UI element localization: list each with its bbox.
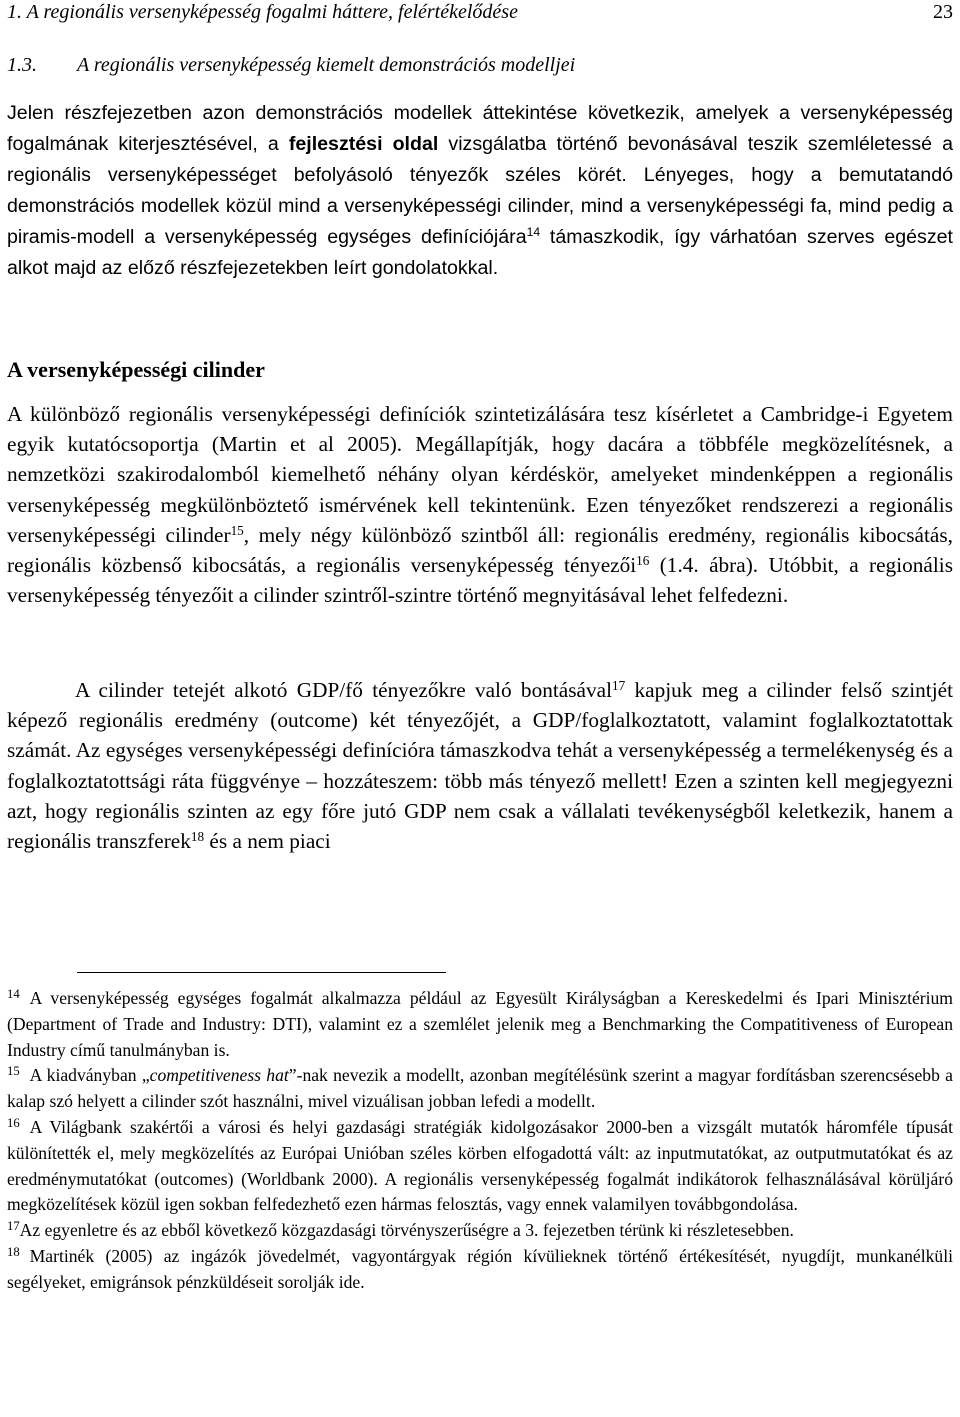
footnote-divider (77, 972, 446, 973)
footnote-17 (7, 1218, 953, 1244)
footnote-15 (7, 1063, 953, 1115)
cylinder-paragraph-2 (7, 675, 953, 856)
footnote-italic-term: competitiveness hat (149, 1065, 289, 1086)
footnote-ref-16[interactable]: 16 (636, 552, 650, 568)
footnote-text: Az egyenletre és az ebből következő közgazdasági törvényszerűségre a 3. fejezetben térünk ki részletesebben. (19, 1220, 794, 1241)
section-heading (7, 53, 575, 77)
intro-text-3: támaszkodik, így várhatóan szerves egészet alkot majd az előző részfejezetekben leírt gondolatokkal. (7, 226, 953, 279)
cylinder-text-2a: A cilinder tetejét alkotó GDP/fő tényezőkre való bontásával (75, 678, 612, 702)
footnote-18 (7, 1244, 953, 1296)
footnote-number: 17 (7, 1218, 20, 1233)
footnote-text: ”-nak nevezik a modellt, azonban megítélésünk szerint a magyar fordításban szerencsésebb a kalap szó helyett a cilinder szót használni, mivel vizuálisan jobban lefedi a modellt. (7, 1065, 953, 1112)
intro-paragraph (7, 98, 953, 284)
cylinder-text-1c: (1.4. ábra). Utóbbit, a regionális versenyképesség tényezőit a cilinder szintről-szintre történő megnyitásával lehet felfedezni. (7, 553, 953, 608)
section-number: 1.3. (7, 54, 37, 76)
footnote-ref-17[interactable]: 17 (612, 677, 626, 693)
cylinder-text-2c: és a nem piaci (204, 829, 331, 854)
cylinder-text-1a: A különböző regionális versenyképességi definíciók szintetizálására tesz kísérletet a Cambridge-i Egyetem egyik kutatócsoportja (Martin et al 2005). Megállapítják, hogy dacára a többféle megközelítésnek, a nemzetközi szakirodalomból kiemelhető néhány olyan kérdéskör, amelyeket mindenképpen a regionális versenyképesség megkülönböztető ismérvének kell tekintenünk. Ezen tényezőket rendszerezi a regionális versenyképességi cilinder (7, 402, 953, 547)
intro-bold-term: fejlesztési oldal (288, 133, 439, 155)
footnote-text: A kiadványban „ (29, 1065, 150, 1086)
footnotes (7, 986, 953, 1296)
footnote-number: 15 (7, 1064, 20, 1079)
footnote-text: Martinék (2005) az ingázók jövedelmét, vagyontárgyak régión kívülieknek történő értékesítését, nyugdíjt, munkanélküli segélyeket, emigránsok pénzküldéseit sorolják ide. (7, 1245, 953, 1292)
cylinder-paragraph-1 (7, 399, 953, 610)
footnote-14 (7, 986, 953, 1063)
cylinder-text-1b: , mely négy különböző szintből áll: regionális eredmény, regionális kibocsátás, regionális közbenső kibocsátás, a regionális versenyképesség tényezői (7, 522, 953, 578)
footnote-text: A Világbank szakértői a városi és helyi gazdasági stratégiák kidolgozásakor 2000-ben a vizsgált mutatók háromféle típusát különítették el, mely megközelítés az Európai Unióban széles körben elfogadottá vált: az inputmutatókat, az outputmutatókat és az eredménymutatókat (outcomes) (Worldbank 2000). A regionális versenyképesség fogalmát indikátorok felhasználásával körüljáró megközelítések közül igen sokban felfedezhető ezen hármas felosztás, vagy ennek valamilyen továbbgondolása. (7, 1116, 953, 1215)
footnote-number: 18 (7, 1244, 20, 1259)
footnote-number: 14 (7, 986, 20, 1001)
footnote-ref-18[interactable]: 18 (190, 828, 205, 844)
footnote-ref-15[interactable]: 15 (230, 522, 244, 538)
footnote-16 (7, 1115, 953, 1218)
section-title: A regionális versenyképesség kiemelt demonstrációs modelljei (77, 54, 576, 76)
subsection-heading: A versenyképességi cilinder (7, 357, 265, 382)
footnote-number: 16 (7, 1115, 20, 1130)
running-header-title: 1. A regionális versenyképesség fogalmi háttere, felértékelődése (7, 1, 518, 23)
intro-text-2: vizsgálatba történő bevonásával teszik szemléletessé a regionális versenyképességet befolyásoló tényezők széles körét. Lényeges, hogy a bemutatandó demonstrációs modellek közül mind a versenyképességi cilinder, mind a versenyképességi fa, mind pedig a piramis-modell a versenyképesség egységes definíciójára (7, 133, 953, 248)
cylinder-text-2b: kapjuk meg a cilinder felső szintjét képező regionális eredmény (outcome) két tényezőjét, a GDP/foglalkoztatott, valamint foglalkoztatottak számát. Az egységes versenyképességi definícióra támaszkodva tehát a versenyképesség a termelékenység és a foglalkoztatottsági ráta függvénye – hozzáteszem: több más tényező mellett! Ezen a szinten kell megjegyezni azt, hogy regionális szinten az egy főre jutó GDP nem csak a vállalati tevékenységből keletkezik, hanem a regionális transzferek (7, 678, 953, 854)
intro-text-1: Jelen részfejezetben azon demonstrációs modellek áttekintése következik, amelyek a versenyképesség fogalmának kiterjesztésével, a (7, 102, 953, 155)
running-header (7, 0, 953, 24)
footnote-ref-14[interactable]: 14 (526, 225, 541, 240)
footnote-text: A versenyképesség egységes fogalmát alkalmazza például az Egyesült Királyságban a Kereskedelmi és Ipari Minisztérium (Department of Trade and Industry: DTI), valamint ez a szemlélet jelenik meg a Benchmarking the Compatitiveness of European Industry című tanulmányban is. (7, 988, 953, 1060)
page-number: 23 (933, 1, 953, 23)
